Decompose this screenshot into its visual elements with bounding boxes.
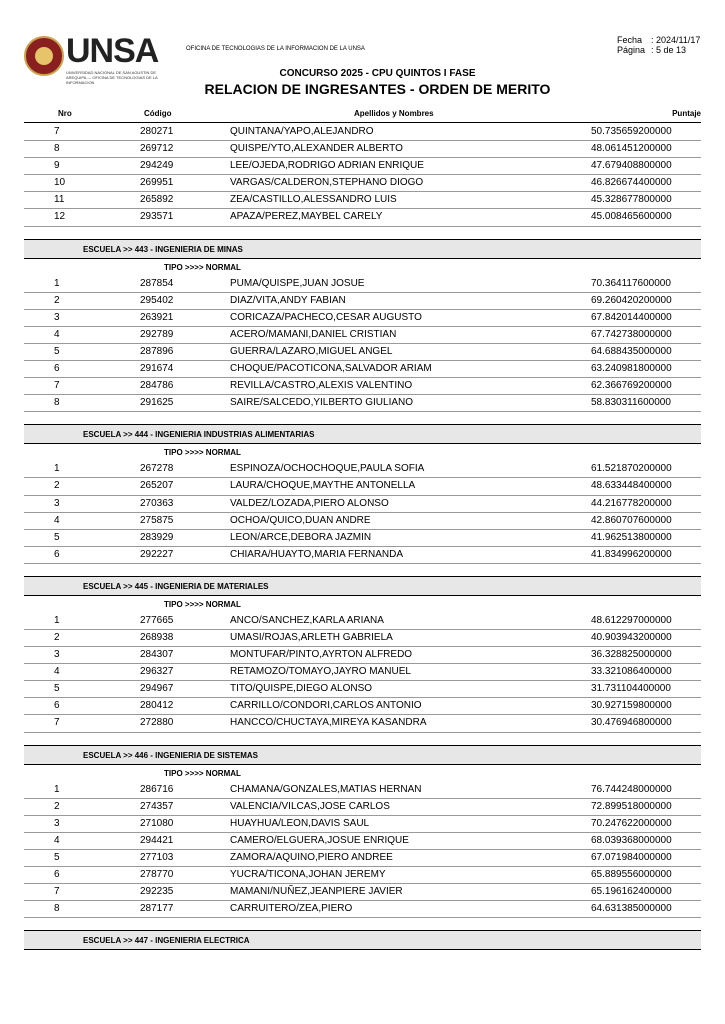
row-puntaje: 41.834996200000	[591, 548, 672, 560]
row-nombre: RETAMOZO/TOMAYO,JAYRO MANUEL	[230, 666, 411, 678]
row-nombre: UMASI/ROJAS,ARLETH GABRIELA	[230, 631, 393, 643]
table-row	[24, 209, 701, 226]
tipo-header	[24, 596, 701, 613]
row-codigo: 280412	[140, 700, 174, 712]
row-nro: 6	[54, 869, 60, 880]
table-row	[24, 630, 701, 647]
row-nro: 1	[54, 614, 60, 626]
row-nombre: CARRUITERO/ZEA,PIERO	[230, 903, 353, 915]
row-nro: 4	[54, 666, 60, 678]
escuela-label: ESCUELA >> 445 - INGENIERIA DE MATERIALES	[83, 581, 269, 591]
row-nro: 6	[54, 700, 60, 712]
row-nro: 4	[54, 514, 60, 526]
report-meta	[617, 35, 700, 55]
escuela-label: ESCUELA >> 443 - INGENIERIA DE MINAS	[83, 244, 243, 254]
table-row	[24, 530, 701, 547]
table-row	[24, 361, 701, 378]
row-nro: 2	[54, 800, 60, 812]
row-puntaje: 30.927159800000	[591, 700, 672, 712]
row-puntaje: 46.826674400000	[591, 177, 672, 189]
row-nombre: YUCRA/TICONA,JOHAN JEREMY	[230, 869, 386, 880]
row-nombre: VARGAS/CALDERON,STEPHANO DIOGO	[230, 177, 424, 189]
tipo-header	[24, 444, 701, 461]
row-codigo: 287896	[140, 345, 174, 357]
row-divider	[24, 411, 701, 412]
row-nombre: CHOQUE/PACOTICONA,SALVADOR ARIAM	[230, 363, 432, 375]
table-row	[24, 867, 701, 884]
row-puntaje: 65.889556000000	[591, 869, 672, 880]
tipo-header	[24, 259, 701, 276]
table-row	[24, 664, 701, 681]
tipo-label: TIPO >>>> NORMAL	[164, 448, 241, 458]
row-puntaje: 63.240981800000	[591, 363, 672, 375]
table-row	[24, 513, 701, 530]
escuela-header	[24, 424, 701, 444]
table-row	[24, 124, 701, 141]
row-codigo: 271080	[140, 817, 174, 829]
row-nro: 5	[54, 531, 60, 543]
row-nombre: QUISPE/YTO,ALEXANDER ALBERTO	[230, 143, 403, 155]
column-headers	[24, 104, 701, 123]
row-puntaje: 67.842014400000	[591, 311, 672, 323]
escuela-header	[24, 930, 701, 950]
table-row	[24, 461, 701, 478]
row-codigo: 291674	[140, 363, 174, 375]
office-name: OFICINA DE TECNOLOGIAS DE LA INFORMACION DE LA UNSA	[186, 46, 365, 52]
row-codigo: 283929	[140, 531, 174, 543]
row-nro: 4	[54, 328, 60, 340]
row-divider	[24, 563, 701, 564]
row-nombre: TITO/QUISPE,DIEGO ALONSO	[230, 683, 373, 695]
escuela-header	[24, 745, 701, 765]
table-row	[24, 833, 701, 850]
row-nombre: ACERO/MAMANI,DANIEL CRISTIAN	[230, 328, 397, 340]
row-divider	[24, 917, 701, 918]
col-nombres: Apellidos y Nombres	[354, 109, 434, 118]
row-puntaje: 48.612297000000	[591, 614, 672, 626]
table-row	[24, 884, 701, 901]
table-row	[24, 478, 701, 495]
row-nro: 3	[54, 311, 60, 323]
row-puntaje: 48.633448400000	[591, 480, 672, 492]
row-nro: 10	[54, 177, 66, 189]
tipo-header	[24, 765, 701, 782]
row-puntaje: 64.631385000000	[591, 903, 672, 915]
table-row	[24, 192, 701, 209]
row-codigo: 286716	[140, 783, 174, 795]
row-codigo: 272880	[140, 717, 174, 729]
row-nombre: HUAYHUA/LEON,DAVIS SAUL	[230, 817, 370, 829]
row-nombre: DIAZ/VITA,ANDY FABIAN	[230, 294, 346, 306]
row-nro: 1	[54, 783, 60, 795]
results-list	[24, 124, 701, 950]
row-nro: 9	[54, 160, 60, 172]
row-nro: 2	[54, 480, 60, 492]
row-codigo: 295402	[140, 294, 174, 306]
row-puntaje: 45.008465600000	[591, 211, 672, 223]
row-puntaje: 64.688435000000	[591, 345, 672, 357]
row-nombre: CHAMANA/GONZALES,MATIAS HERNAN	[230, 783, 422, 795]
escuela-label: ESCUELA >> 447 - INGENIERIA ELECTRICA	[83, 936, 250, 946]
row-nro: 6	[54, 548, 60, 560]
table-row	[24, 816, 701, 833]
row-nombre: HANCCO/CHUCTAYA,MIREYA KASANDRA	[230, 717, 427, 729]
row-nro: 3	[54, 497, 60, 509]
col-nro: Nro	[58, 109, 72, 118]
table-row	[24, 681, 701, 698]
table-row	[24, 647, 701, 664]
row-codigo: 294249	[140, 160, 174, 172]
row-codigo: 265207	[140, 480, 174, 492]
pagina-label: Página	[617, 45, 646, 55]
row-nro: 8	[54, 143, 60, 155]
row-codigo: 267278	[140, 463, 174, 475]
row-codigo: 263921	[140, 311, 174, 323]
row-nro: 5	[54, 851, 60, 863]
row-codigo: 296327	[140, 666, 174, 678]
table-row	[24, 395, 701, 412]
row-puntaje: 70.247622000000	[591, 817, 672, 829]
row-nro: 1	[54, 277, 60, 289]
row-nombre: CHIARA/HUAYTO,MARIA FERNANDA	[230, 548, 403, 560]
escuela-header	[24, 239, 701, 259]
table-row	[24, 496, 701, 513]
row-nombre: CARRILLO/CONDORI,CARLOS ANTONIO	[230, 700, 422, 712]
section-gap	[24, 733, 701, 745]
row-codigo: 278770	[140, 869, 174, 880]
row-nro: 7	[54, 886, 60, 898]
table-row	[24, 715, 701, 732]
row-nombre: ESPINOZA/OCHOCHOQUE,PAULA SOFIA	[230, 463, 425, 475]
row-codigo: 291625	[140, 397, 174, 409]
table-row	[24, 782, 701, 799]
row-nombre: CORICAZA/PACHECO,CESAR AUGUSTO	[230, 311, 422, 323]
row-nro: 6	[54, 363, 60, 375]
row-nro: 3	[54, 649, 60, 661]
row-divider	[24, 226, 701, 227]
table-row	[24, 310, 701, 327]
row-puntaje: 30.476946800000	[591, 717, 672, 729]
contest-title: CONCURSO 2025 - CPU QUINTOS I FASE	[279, 68, 476, 79]
row-codigo: 284786	[140, 380, 174, 392]
escuela-label: ESCUELA >> 446 - INGENIERIA DE SISTEMAS	[83, 750, 259, 760]
row-puntaje: 31.731104400000	[591, 683, 671, 695]
table-row	[24, 850, 701, 867]
row-codigo: 292227	[140, 548, 174, 560]
section-gap	[24, 564, 701, 576]
row-puntaje: 58.830311600000	[591, 397, 671, 409]
row-nombre: LAURA/CHOQUE,MAYTHE ANTONELLA	[230, 480, 416, 492]
row-codigo: 292235	[140, 886, 174, 898]
row-puntaje: 61.521870200000	[591, 463, 672, 475]
row-puntaje: 67.071984000000	[591, 851, 672, 863]
row-nro: 8	[54, 397, 60, 409]
table-row	[24, 276, 701, 293]
table-row	[24, 547, 701, 564]
row-nombre: ANCO/SANCHEZ,KARLA ARIANA	[230, 614, 384, 626]
row-codigo: 269712	[140, 143, 174, 155]
row-nro: 3	[54, 817, 60, 829]
row-nombre: GUERRA/LAZARO,MIGUEL ANGEL	[230, 345, 393, 357]
row-puntaje: 48.061451200000	[591, 143, 672, 155]
row-nro: 7	[54, 380, 60, 392]
row-nombre: PUMA/QUISPE,JUAN JOSUE	[230, 277, 365, 289]
row-codigo: 294421	[140, 834, 174, 846]
row-nro: 5	[54, 683, 60, 695]
row-codigo: 277103	[140, 851, 174, 863]
row-puntaje: 47.679408800000	[591, 160, 672, 172]
table-row	[24, 327, 701, 344]
row-nombre: MONTUFAR/PINTO,AYRTON ALFREDO	[230, 649, 413, 661]
row-codigo: 270363	[140, 497, 174, 509]
escuela-header	[24, 576, 701, 596]
row-puntaje: 67.742738000000	[591, 328, 672, 340]
row-codigo: 275875	[140, 514, 174, 526]
row-nro: 11	[54, 194, 65, 206]
row-codigo: 268938	[140, 631, 174, 643]
row-nombre: LEE/OJEDA,RODRIGO ADRIAN ENRIQUE	[230, 160, 424, 172]
row-codigo: 280271	[140, 126, 174, 137]
row-codigo: 277665	[140, 614, 174, 626]
table-row	[24, 901, 701, 918]
escuela-label: ESCUELA >> 444 - INGENIERIA INDUSTRIAS ALIMENTARIAS	[83, 430, 315, 440]
table-row	[24, 698, 701, 715]
row-nombre: ZEA/CASTILLO,ALESSANDRO LUIS	[230, 194, 397, 206]
row-nro: 2	[54, 631, 60, 643]
row-codigo: 284307	[140, 649, 174, 661]
row-puntaje: 76.744248000000	[591, 783, 672, 795]
row-codigo: 274357	[140, 800, 174, 812]
row-puntaje: 33.321086400000	[591, 666, 672, 678]
row-codigo: 265892	[140, 194, 174, 206]
row-divider	[24, 732, 701, 733]
row-nombre: VALENCIA/VILCAS,JOSE CARLOS	[230, 800, 390, 812]
row-puntaje: 41.962513800000	[591, 531, 672, 543]
row-nro: 7	[54, 717, 60, 729]
row-puntaje: 70.364117600000	[591, 277, 671, 289]
report-title: RELACION DE INGRESANTES - ORDEN DE MERITO	[204, 81, 551, 97]
row-puntaje: 36.328825000000	[591, 649, 672, 661]
tipo-label: TIPO >>>> NORMAL	[164, 599, 241, 609]
row-codigo: 292789	[140, 328, 174, 340]
row-puntaje: 50.735659200000	[591, 126, 672, 137]
row-codigo: 294967	[140, 683, 174, 695]
row-puntaje: 69.260420200000	[591, 294, 672, 306]
row-nro: 5	[54, 345, 60, 357]
table-row	[24, 293, 701, 310]
table-row	[24, 799, 701, 816]
col-puntaje: Puntaje	[672, 109, 701, 118]
row-puntaje: 72.899518000000	[591, 800, 672, 812]
row-puntaje: 45.328677800000	[591, 194, 672, 206]
row-nombre: REVILLA/CASTRO,ALEXIS VALENTINO	[230, 380, 413, 392]
row-nro: 12	[54, 211, 66, 223]
row-codigo: 293571	[140, 211, 174, 223]
section-gap	[24, 918, 701, 930]
row-puntaje: 42.860707600000	[591, 514, 672, 526]
fecha-label: Fecha	[617, 35, 643, 45]
logo-subtext: UNIVERSIDAD NACIONAL DE SAN AGUSTIN DE AREQUIPA — OFICINA DE TECNOLOGIAS DE LA INFORMACION	[66, 70, 158, 85]
row-nombre: MAMANI/NUÑEZ,JEANPIERE JAVIER	[230, 886, 403, 898]
row-nombre: APAZA/PEREZ,MAYBEL CARELY	[230, 211, 383, 223]
row-codigo: 287854	[140, 277, 174, 289]
table-row	[24, 141, 701, 158]
row-puntaje: 68.039368000000	[591, 834, 672, 846]
row-nombre: VALDEZ/LOZADA,PIERO ALONSO	[230, 497, 389, 509]
fecha-value: : 2024/11/17	[651, 35, 701, 45]
tipo-label: TIPO >>>> NORMAL	[164, 262, 241, 272]
row-nro: 8	[54, 903, 60, 915]
row-puntaje: 62.366769200000	[591, 380, 672, 392]
table-row	[24, 378, 701, 395]
row-codigo: 269951	[140, 177, 174, 189]
section-gap	[24, 412, 701, 424]
row-nro: 2	[54, 294, 60, 306]
row-puntaje: 40.903943200000	[591, 631, 672, 643]
table-row	[24, 158, 701, 175]
row-nombre: CAMERO/ELGUERA,JOSUE ENRIQUE	[230, 834, 409, 846]
section-gap	[24, 227, 701, 239]
row-nro: 1	[54, 463, 60, 475]
table-row	[24, 344, 701, 361]
row-nombre: ZAMORA/AQUINO,PIERO ANDREE	[230, 851, 393, 863]
row-nro: 4	[54, 834, 60, 846]
row-nombre: OCHOA/QUICO,DUAN ANDRE	[230, 514, 371, 526]
row-nombre: QUINTANA/YAPO,ALEJANDRO	[230, 126, 374, 137]
table-row	[24, 613, 701, 630]
row-puntaje: 44.216778200000	[591, 497, 672, 509]
col-codigo: Código	[144, 109, 172, 118]
tipo-label: TIPO >>>> NORMAL	[164, 768, 241, 778]
row-codigo: 287177	[140, 903, 174, 915]
row-nro: 7	[54, 126, 60, 137]
table-row	[24, 175, 701, 192]
row-puntaje: 65.196162400000	[591, 886, 672, 898]
pagina-value: : 5 de 13	[651, 45, 687, 55]
row-nombre: LEON/ARCE,DEBORA JAZMIN	[230, 531, 372, 543]
row-nombre: SAIRE/SALCEDO,YILBERTO GIULIANO	[230, 397, 414, 409]
logo-text: UNSA	[66, 32, 159, 70]
